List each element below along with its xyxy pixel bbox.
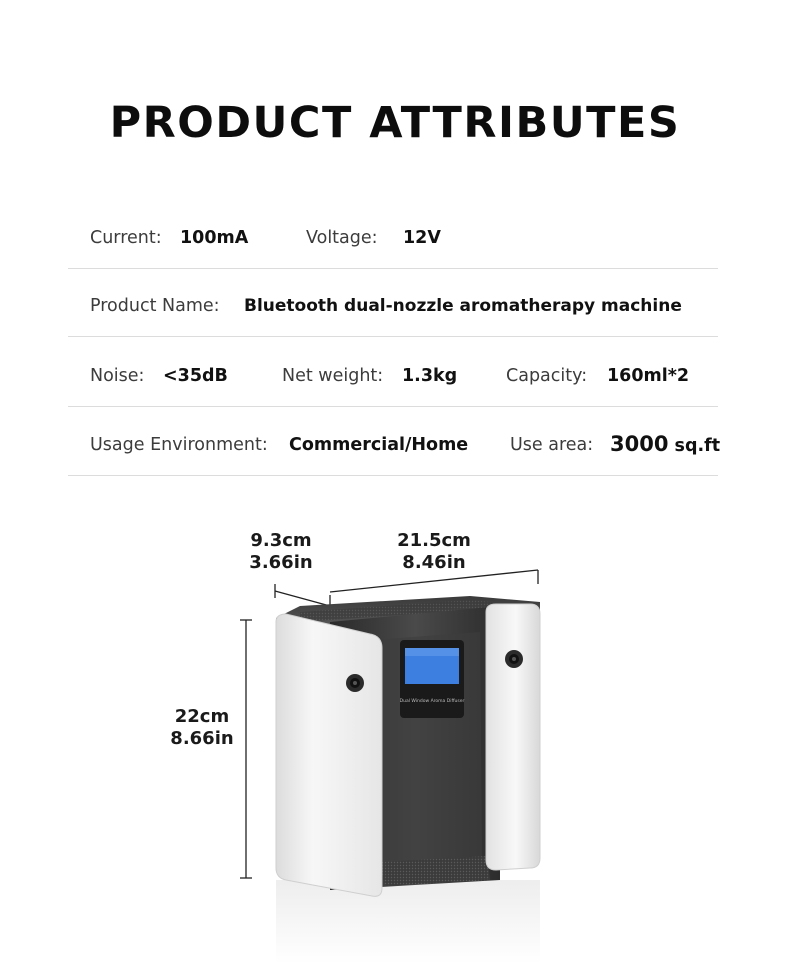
height-cm: 22cm <box>174 706 230 727</box>
usage-environment-value: Commercial/Home <box>289 435 469 455</box>
left-shell <box>276 614 382 896</box>
usage-environment-label: Usage Environment: <box>90 435 268 455</box>
floor-reflection <box>276 880 540 964</box>
voltage-value: 12V <box>403 228 441 248</box>
capacity-label: Capacity: <box>506 366 588 386</box>
depth-cm: 9.3cm <box>250 530 312 551</box>
width-cm: 21.5cm <box>397 530 471 551</box>
page-title: PRODUCT ATTRIBUTES <box>109 98 681 148</box>
voltage-label: Voltage: <box>306 228 378 248</box>
width-in: 8.46in <box>402 552 466 573</box>
height-in: 8.66in <box>170 728 234 749</box>
depth-in: 3.66in <box>249 552 313 573</box>
noise-value: <35dB <box>163 366 228 386</box>
noise-label: Noise: <box>90 366 145 386</box>
current-label: Current: <box>90 228 162 248</box>
product-name-value: Bluetooth dual-nozzle aromatherapy machine <box>244 296 682 316</box>
product-name-label: Product Name: <box>90 296 220 316</box>
net-weight-value: 1.3kg <box>402 366 458 386</box>
right-shell <box>486 604 540 870</box>
use-area-label: Use area: <box>510 435 594 455</box>
use-area-number: 3000 <box>610 432 669 456</box>
screen-caption: Dual Window Aroma Diffuser <box>399 699 465 704</box>
use-area-unit: sq.ft <box>674 436 721 456</box>
capacity-value: 160ml*2 <box>607 366 690 386</box>
current-value: 100mA <box>180 228 249 248</box>
net-weight-label: Net weight: <box>282 366 384 386</box>
